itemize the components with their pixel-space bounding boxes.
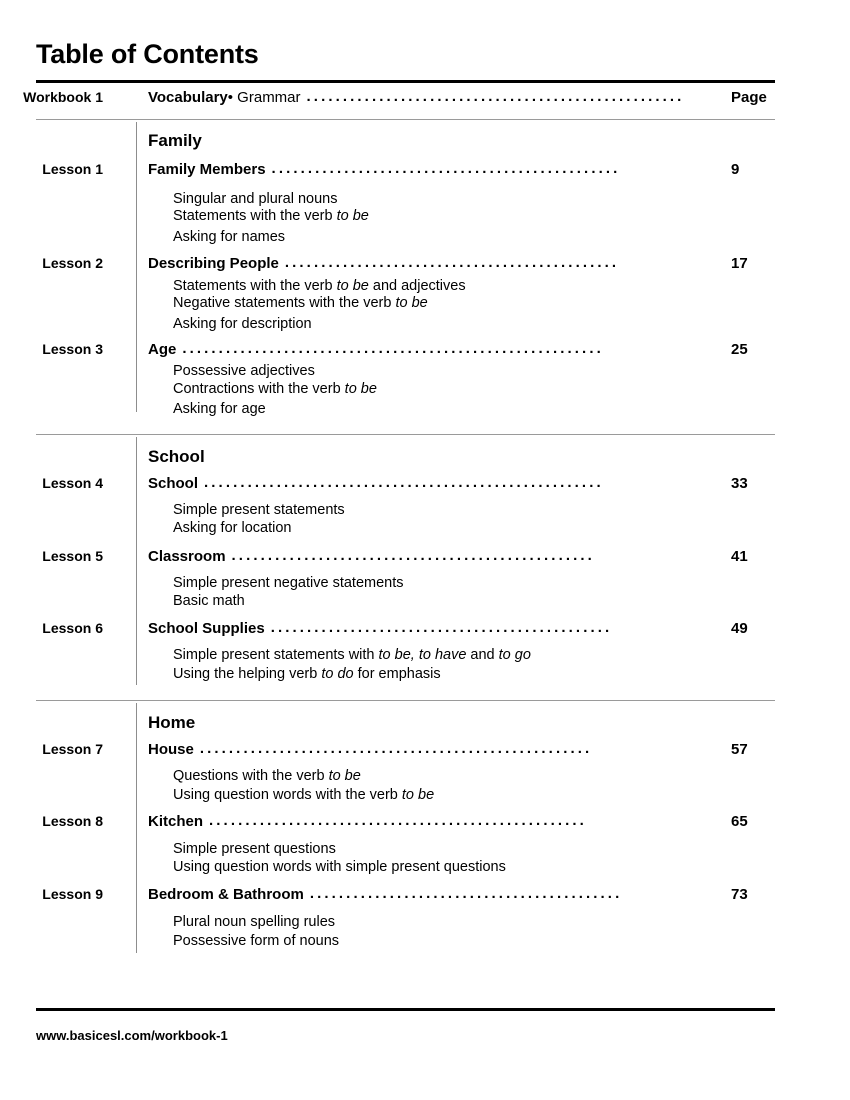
page-number: 17 <box>731 255 748 272</box>
lesson-subitem: Asking for description <box>173 316 312 332</box>
lesson-entry[interactable] <box>148 620 775 637</box>
page-number: 33 <box>731 475 748 492</box>
lesson-number-label: Lesson 5 <box>42 548 103 564</box>
lesson-subitem: Asking for names <box>173 229 286 245</box>
lesson-row[interactable] <box>0 548 850 570</box>
lesson-number-label: Lesson 3 <box>42 341 103 357</box>
page-title: Table of Contents <box>36 39 259 69</box>
lesson-number-label: Lesson 8 <box>42 813 103 829</box>
page-number: 57 <box>731 741 748 758</box>
lesson-entry[interactable] <box>148 475 775 492</box>
lesson-subitem: Using the helping verb to do for emphasis <box>173 666 441 682</box>
lesson-subitem: Asking for age <box>173 401 266 417</box>
section-heading: Family <box>148 131 202 150</box>
column-header-grammar: • Grammar <box>227 89 301 106</box>
lesson-subitem: Simple present questions <box>173 841 336 857</box>
lesson-entry[interactable] <box>148 813 775 830</box>
lesson-title: House <box>148 741 194 758</box>
lesson-title: School <box>148 475 199 492</box>
lesson-subitem: Contractions with the verb to be <box>173 381 377 397</box>
lesson-number-label: Lesson 7 <box>42 741 103 757</box>
lesson-entry[interactable] <box>148 886 775 903</box>
dot-leader: ........................................... <box>309 885 623 902</box>
dot-leader: .................................................. <box>231 547 595 564</box>
column-header-vocab-grammar <box>148 89 301 106</box>
lesson-number-label: Lesson 1 <box>42 161 103 177</box>
lesson-row[interactable] <box>0 161 850 183</box>
lesson-number-label: Lesson 2 <box>42 255 103 271</box>
lesson-title: Kitchen <box>148 813 204 830</box>
column-header-workbook: Workbook 1 <box>23 89 103 105</box>
header-dot-leader: .................................................... <box>306 88 685 105</box>
lesson-subitem: Possessive form of nouns <box>173 933 340 949</box>
page-number: 9 <box>731 161 740 178</box>
lesson-number-label: Lesson 6 <box>42 620 103 636</box>
page-number: 65 <box>731 813 748 830</box>
footer-divider <box>36 1008 775 1011</box>
lesson-subitem: Plural noun spelling rules <box>173 914 336 930</box>
dot-leader: .............................................. <box>284 254 620 271</box>
lesson-entry[interactable] <box>148 161 775 178</box>
column-header-vocabulary: Vocabulary <box>148 89 228 106</box>
lesson-entry[interactable] <box>148 741 775 758</box>
lesson-entry[interactable] <box>148 548 775 565</box>
lesson-entry[interactable] <box>148 255 775 272</box>
lesson-row[interactable] <box>0 341 850 363</box>
page-number: 73 <box>731 886 748 903</box>
lesson-subitem: Using question words with simple present questions <box>173 859 506 875</box>
section-heading: Home <box>148 713 196 732</box>
page-number: 25 <box>731 341 748 358</box>
lesson-number-label: Lesson 4 <box>42 475 103 491</box>
lesson-subitem: Using question words with the verb to be <box>173 787 435 803</box>
lesson-title: Bedroom & Bathroom <box>148 886 304 903</box>
lesson-subitem: Basic math <box>173 593 245 609</box>
lesson-subitem: Simple present statements with to be, to have and to go <box>173 647 531 663</box>
lesson-subitem: Questions with the verb to be <box>173 768 361 784</box>
section-divider-school <box>36 434 775 435</box>
dot-leader: ...................................................... <box>199 740 593 757</box>
column-header-page: Page <box>731 89 767 106</box>
lesson-entry[interactable] <box>148 341 775 358</box>
dot-leader: ............................................... <box>270 619 613 636</box>
header-divider <box>36 119 775 120</box>
lesson-title: School Supplies <box>148 620 265 637</box>
lesson-row[interactable] <box>0 886 850 908</box>
section-heading: School <box>148 447 205 466</box>
page-number: 49 <box>731 620 748 637</box>
lesson-subitem: Simple present statements <box>173 502 345 518</box>
lesson-row[interactable] <box>0 813 850 835</box>
lesson-subitem: Simple present negative statements <box>173 575 404 591</box>
lesson-row[interactable] <box>0 620 850 642</box>
dot-leader: .................................................... <box>209 812 587 829</box>
lesson-title: Family Members <box>148 161 266 178</box>
lesson-subitem: Negative statements with the verb to be <box>173 295 428 311</box>
lesson-subitem: Singular and plural nouns <box>173 191 338 207</box>
lesson-subitem: Asking for location <box>173 520 292 536</box>
lesson-row[interactable] <box>0 475 850 497</box>
lesson-row[interactable] <box>0 741 850 763</box>
section-divider-home <box>36 700 775 701</box>
footer-url: www.basicesl.com/workbook-1 <box>36 1028 228 1043</box>
page-number: 41 <box>731 548 748 565</box>
lesson-row[interactable] <box>0 255 850 277</box>
lesson-subitem: Possessive adjectives <box>173 363 315 379</box>
dot-leader: ................................................ <box>271 160 621 177</box>
title-divider <box>36 80 775 83</box>
lesson-subitem: Statements with the verb to be <box>173 208 369 224</box>
column-header-titles <box>148 89 850 106</box>
lesson-title: Classroom <box>148 548 226 565</box>
dot-leader: ....................................................... <box>204 474 604 491</box>
lesson-number-label: Lesson 9 <box>42 886 103 902</box>
dot-leader: .......................................................... <box>182 340 604 357</box>
lesson-title: Age <box>148 341 177 358</box>
column-header-row <box>0 89 850 115</box>
lesson-title: Describing People <box>148 255 279 272</box>
lesson-subitem: Statements with the verb to be and adjectives <box>173 278 466 294</box>
